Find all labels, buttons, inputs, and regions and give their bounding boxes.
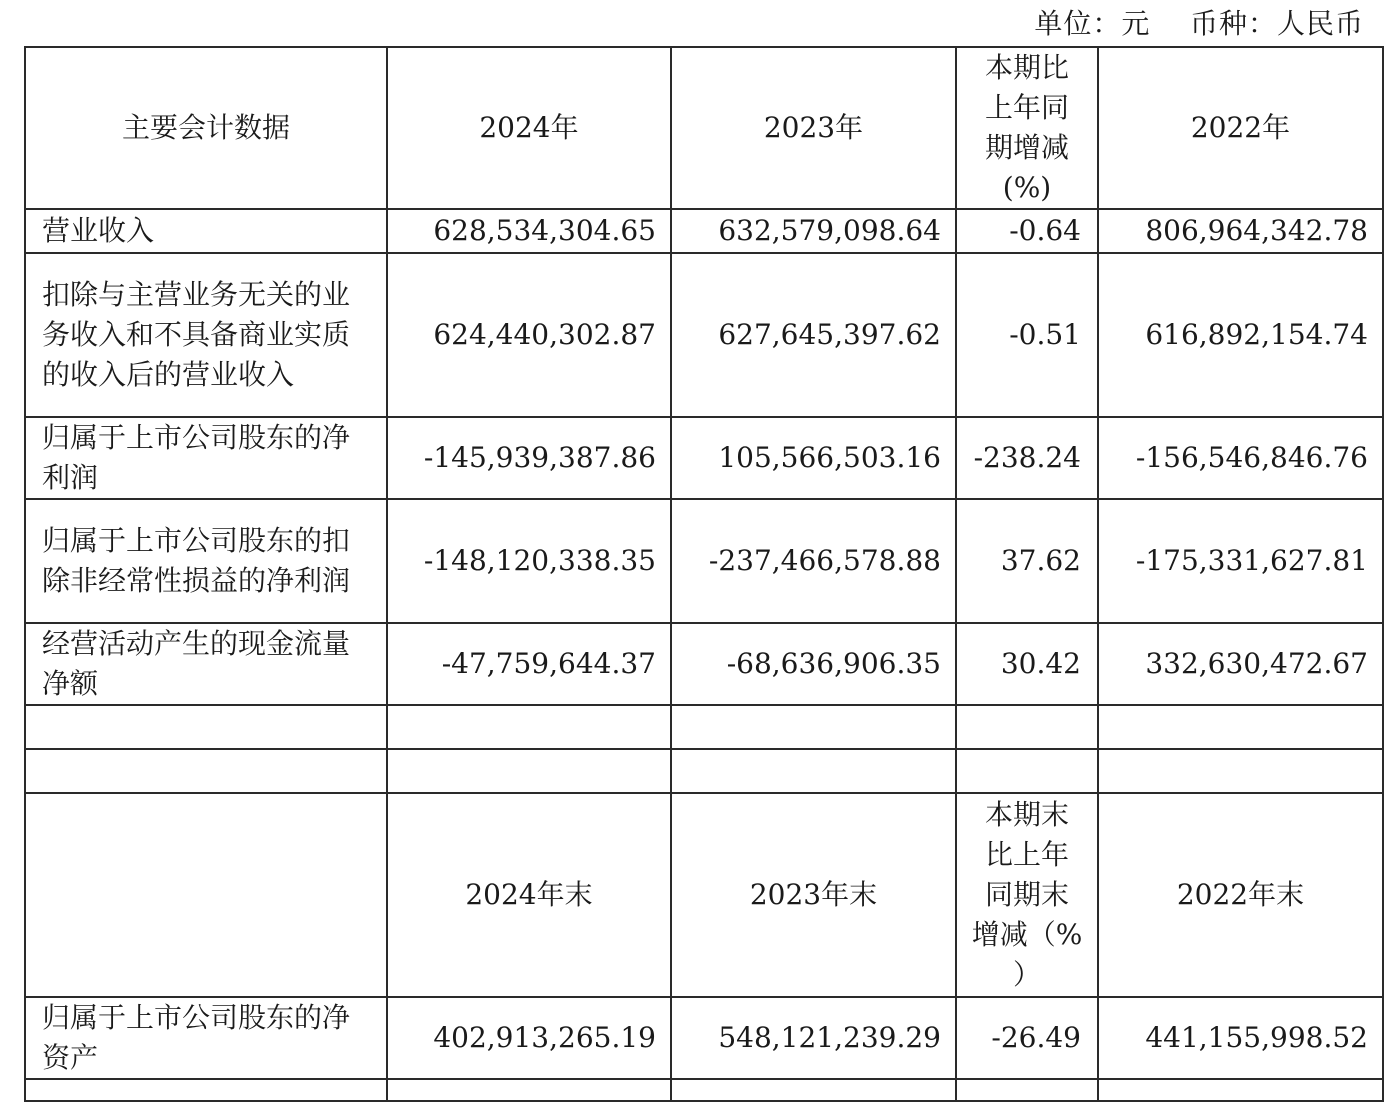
table-row-revenue	[25, 209, 1383, 253]
cell-2023: 105,566,503.16	[671, 417, 956, 499]
empty-cell	[671, 705, 956, 749]
cell-2022: 806,964,342.78	[1098, 209, 1383, 253]
header-row-period-end	[25, 793, 1383, 997]
empty-cell	[387, 749, 671, 793]
header-2022: 2022年	[1098, 47, 1383, 209]
header-2024: 2024年	[387, 47, 671, 209]
cell-2023: 548,121,239.29	[671, 997, 956, 1079]
empty-cell	[25, 749, 387, 793]
header-2024-end: 2024年末	[387, 793, 671, 997]
cell-2022: 616,892,154.74	[1098, 253, 1383, 417]
header-yoy-change: 本期比 上年同 期增减 (%)	[956, 47, 1098, 209]
table-row-empty	[25, 749, 1383, 793]
empty-cell	[1098, 1079, 1383, 1101]
cell-2024: -148,120,338.35	[387, 499, 671, 623]
cell-2024: 628,534,304.65	[387, 209, 671, 253]
table-row-net-profit	[25, 417, 1383, 499]
empty-cell	[25, 1079, 387, 1101]
row-label: 扣除与主营业务无关的业务收入和不具备商业实质的收入后的营业收入	[25, 253, 387, 417]
header-indicator	[25, 793, 387, 997]
empty-cell	[387, 1079, 671, 1101]
empty-cell	[1098, 749, 1383, 793]
empty-cell	[1098, 705, 1383, 749]
cell-2023: 632,579,098.64	[671, 209, 956, 253]
row-label: 经营活动产生的现金流量净额	[25, 623, 387, 705]
table-row-empty	[25, 705, 1383, 749]
header-2022-end: 2022年末	[1098, 793, 1383, 997]
cell-2022: 441,155,998.52	[1098, 997, 1383, 1079]
header-2023: 2023年	[671, 47, 956, 209]
cell-2024: 624,440,302.87	[387, 253, 671, 417]
empty-cell	[956, 705, 1098, 749]
empty-cell	[956, 749, 1098, 793]
table-row-operating-cash-flow	[25, 623, 1383, 705]
cell-2024: 402,913,265.19	[387, 997, 671, 1079]
cell-2022: 332,630,472.67	[1098, 623, 1383, 705]
row-label: 营业收入	[25, 209, 387, 253]
cell-2023: 627,645,397.62	[671, 253, 956, 417]
cell-change: -0.64	[956, 209, 1098, 253]
cell-2024: -47,759,644.37	[387, 623, 671, 705]
header-indicator: 主要会计数据	[25, 47, 387, 209]
cell-change: 30.42	[956, 623, 1098, 705]
table-row-net-assets	[25, 997, 1383, 1079]
header-2023-end: 2023年末	[671, 793, 956, 997]
cell-2023: -68,636,906.35	[671, 623, 956, 705]
row-label: 归属于上市公司股东的净利润	[25, 417, 387, 499]
unit-currency-note: 单位：元 币种：人民币	[1034, 7, 1364, 40]
cell-2023: -237,466,578.88	[671, 499, 956, 623]
key-accounting-data-table	[24, 46, 1384, 1102]
empty-cell	[25, 705, 387, 749]
cell-change: -238.24	[956, 417, 1098, 499]
cell-2022: -156,546,846.76	[1098, 417, 1383, 499]
cell-2022: -175,331,627.81	[1098, 499, 1383, 623]
empty-cell	[387, 705, 671, 749]
empty-cell	[671, 749, 956, 793]
row-label: 归属于上市公司股东的扣除非经常性损益的净利润	[25, 499, 387, 623]
empty-cell	[956, 1079, 1098, 1101]
cell-change: -26.49	[956, 997, 1098, 1079]
table-row-deducted-revenue	[25, 253, 1383, 417]
row-label: 归属于上市公司股东的净资产	[25, 997, 387, 1079]
header-row-period	[25, 47, 1383, 209]
cell-change: -0.51	[956, 253, 1098, 417]
table-row-cut-off	[25, 1079, 1383, 1101]
table-row-net-profit-excl-nonrecurring	[25, 499, 1383, 623]
header-yoy-change-end: 本期末 比上年 同期末 增减（% ）	[956, 793, 1098, 997]
cell-2024: -145,939,387.86	[387, 417, 671, 499]
cell-change: 37.62	[956, 499, 1098, 623]
empty-cell	[671, 1079, 956, 1101]
